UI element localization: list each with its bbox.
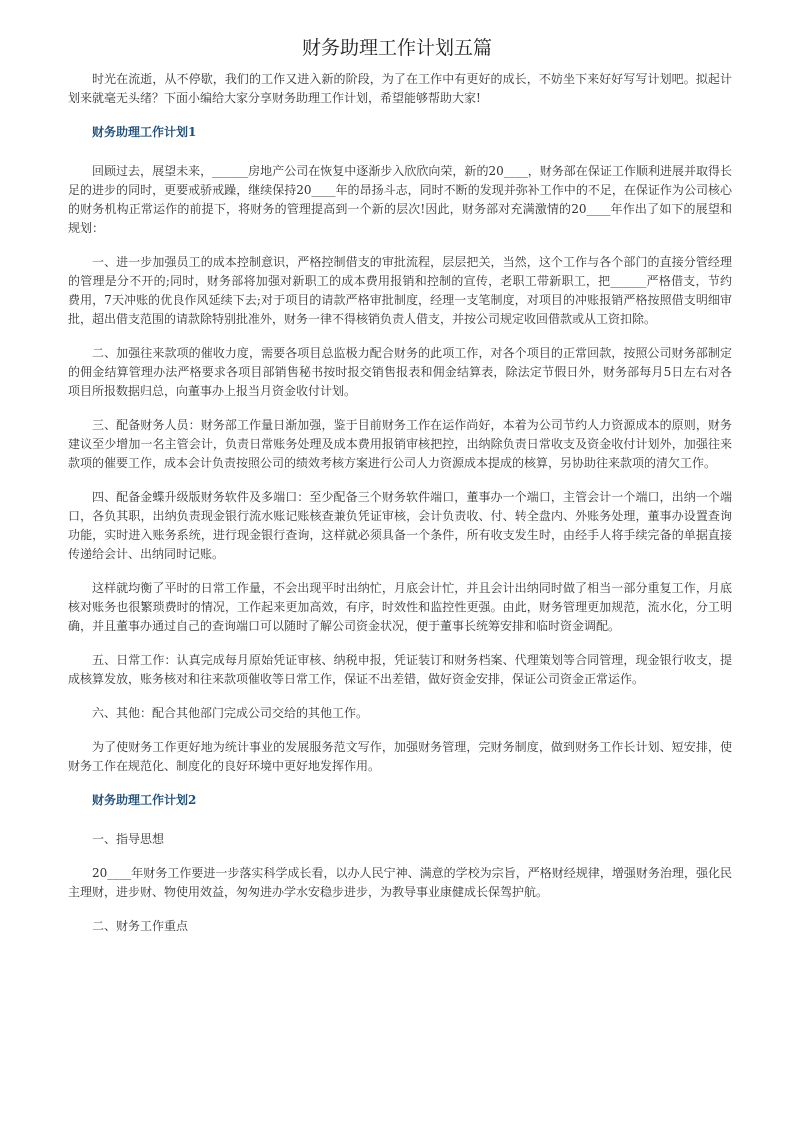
section-1-paragraph: 为了使财务工作更好地为统计事业的发展服务范文写作，加强财务管理，完财务制度，做到财务工作长计划、短安排，使财务工作在规范化、制度化的良好环境中更好地发挥作用。 <box>68 740 732 773</box>
section-2-paragraph: 一、指导思想 <box>92 832 165 846</box>
section-1-paragraph: 回顾过去，展望未来，______房地产公司在恢复中逐渐步入欣欣向荣，新的20____，财务部在保证工作顺利进展并取得长足的进步的同时，更要戒骄戒躁，继续保持20____年的昂扬斗志，同时不断的发现并弥补工作中的不足，在保证作为公司核心的财务机构正常运作的前提下，将财务的管理提高到一个新的层次!因此，财务部对充满激情的20____年作出了如下的展望和规划： <box>68 164 732 235</box>
document-body <box>68 70 732 951</box>
section-1-paragraph: 二、加强往来款项的催收力度，需要各项目总监极力配合财务的此项工作，对各个项目的正常回款，按照公司财务部制定的佣金结算管理办法严格要求各项目部销售秘书按时报交销售报表和佣金结算表，除法定节假日外，财务部每月5日左右对各项目所报数据归总，向董事办上报当月资金收付计划。 <box>68 346 732 398</box>
section-1-paragraph: 这样就均衡了平时的日常工作量，不会出现平时出纳忙，月底会计忙，并且会计出纳同时做了相当一部分重复工作，月底核对账务也很繁琐费时的情况，工作起来更加高效，有序，时效性和监控性更强。由此，财务管理更加规范，流水化，分工明确，并且董事办通过自己的查询端口可以随时了解公司资金状况，便于董事长统筹安排和临时资金调配。 <box>68 581 732 633</box>
section-1-paragraph: 四、配备金蝶升级版财务软件及多端口：至少配备三个财务软件端口，董事办一个端口，主管会计一个端口，出纳一个端口，各负其职，出纳负责现金银行流水账记账核查兼负凭证审核，会计负责收、付、转全盘内、外账务处理，董事办设置查询功能，实时进入账务系统，进行现金银行查询，这样就必须具备一个条件，所有收支发生时，由经手人将手续完备的单据直接传递给会计、出纳同时记账。 <box>68 490 732 561</box>
intro-paragraph: 时光在流逝，从不停歇，我们的工作又进入新的阶段，为了在工作中有更好的成长，不妨坐下来好好写写计划吧。拟起计划来就毫无头绪？下面小编给大家分享财务助理工作计划，希望能够帮助大家! <box>68 72 732 105</box>
section-1-paragraph: 六、其他：配合其他部门完成公司交给的其他工作。 <box>92 706 369 720</box>
section-1-paragraph: 三、配备财务人员：财务部工作量日渐加强，鉴于目前财务工作在运作尚好，本着为公司节约人力资源成本的原则，财务建议至少增加一名主管会计，负责日常账务处理及成本费用报销审核把控，出纳除负责日常收支及资金收付计划外，加强往来款项的催要工作，成本会计负责按照公司的绩效考核方案进行公司人力资源成本提成的核算，另协助往来款项的清欠工作。 <box>68 418 732 470</box>
document-title: 财务助理工作计划五篇 <box>301 37 492 59</box>
section-1-paragraph: 五、日常工作：认真完成每月原始凭证审核、纳税申报，凭证装订和财务档案、代理策划等合同管理，现金银行收支，提成核算发放，账务核对和往来款项催收等日常工作，保证不出差错，做好资金安排，保证公司资金正常运作。 <box>68 653 732 686</box>
section-2-heading: 财务助理工作计划2 <box>92 793 197 807</box>
section-2-paragraph: 20____年财务工作要进一步落实科学成长看，以办人民宁神、满意的学校为宗旨，严格财经规律，增强财务治理，强化民主理财，进步财、物使用效益，匆匆进办学水安稳步进步，为教导事业康健成长保驾护航。 <box>68 866 732 899</box>
section-1-paragraph: 一、进一步加强员工的成本控制意识，严格控制借支的审批流程，层层把关，当然，这个工作与各个部门的直接分管经理的管理是分不开的;同时，财务部将加强对新职工的成本费用报销和控制的宣传，老职工带新职工，把______严格借支，节约费用，7天冲账的优良作风延续下去;对于项目的请款严格审批制度，经理一支笔制度，对项目的冲账报销严格按照借支明细审批，超出借支范围的请款除特别批准外，财务一律不得核销负责人借支，并按公司规定收回借款或从工资扣除。 <box>68 255 732 326</box>
section-2-paragraph: 二、财务工作重点 <box>92 919 189 933</box>
section-1-heading: 财务助理工作计划1 <box>92 125 197 139</box>
